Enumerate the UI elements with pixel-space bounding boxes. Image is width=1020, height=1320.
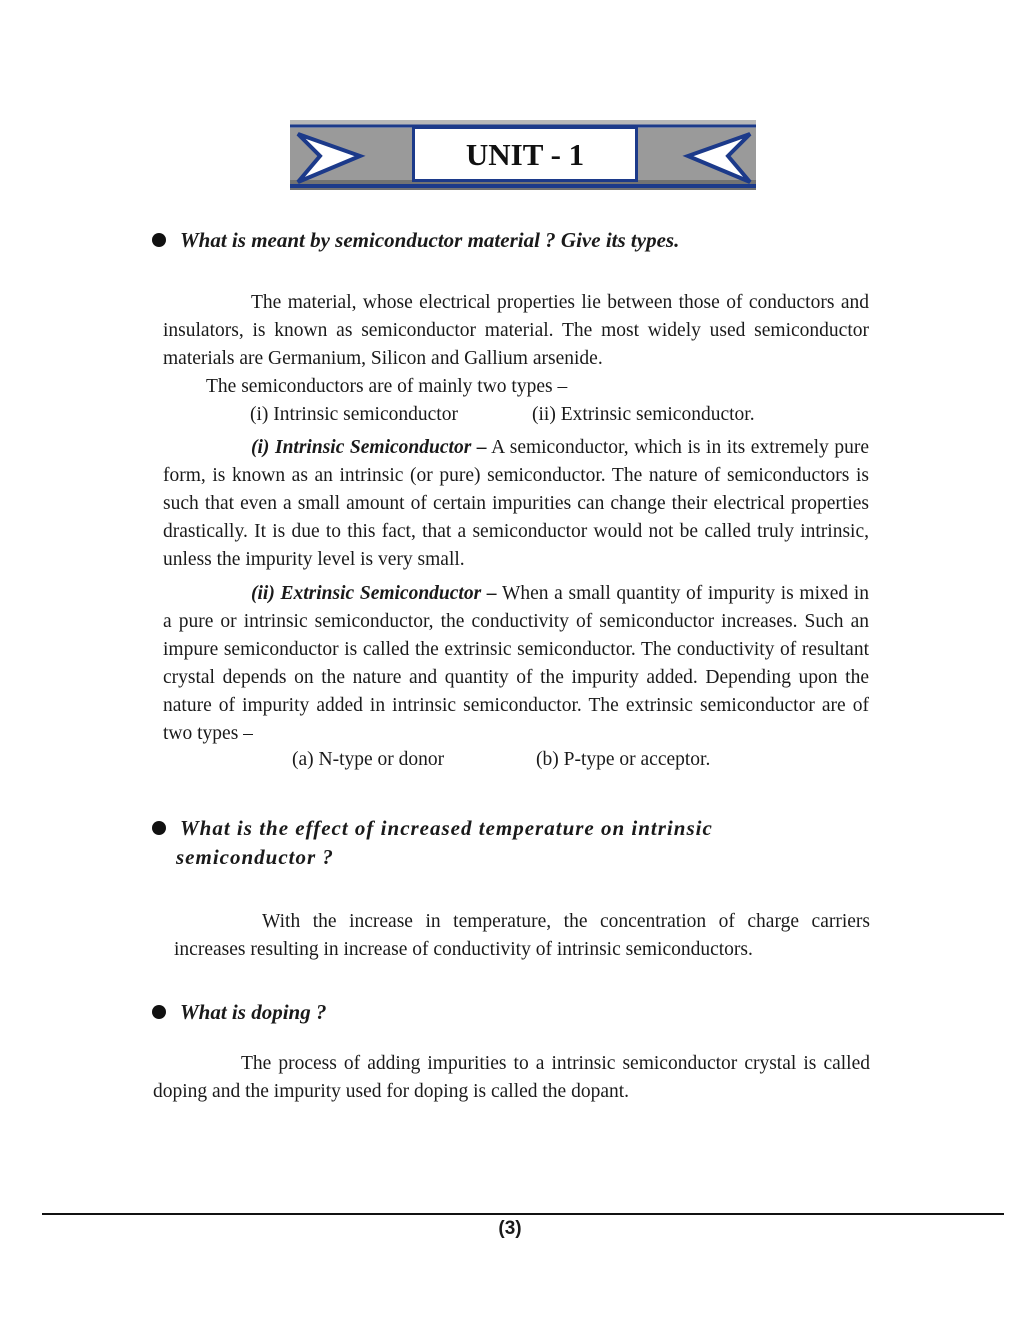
bullet-icon [152, 1005, 166, 1019]
question-2 [152, 816, 713, 841]
extrinsic-text: When a small quantity of impurity is mixed in a pure or intrinsic semiconductor, the conductivity of semiconductor increases. Such an impure semiconductor is called the extrinsic semiconductor. The conductivity of resultant crystal depends on the nature and quantity of the impurity added. Depending upon the nature of impurity added in intrinsic semiconductor. The extrinsic semiconductor are of two types – [163, 583, 869, 744]
type-i: (i) Intrinsic semiconductor [250, 404, 458, 425]
question-2-line2: semiconductor ? [176, 845, 334, 869]
question-2-line1: What is the effect of increased temperature on intrinsic [180, 816, 713, 840]
extrinsic-paragraph [163, 580, 869, 748]
type-a: (a) N-type or donor [292, 749, 445, 770]
q2-answer [174, 908, 870, 964]
intrinsic-label: (i) Intrinsic Semiconductor – [251, 437, 487, 458]
page-number: (3) [498, 1218, 522, 1239]
footer-rule [42, 1213, 1004, 1215]
question-1-text: What is meant by semiconductor material ? Give its types. [180, 228, 680, 252]
types-line: The semiconductors are of mainly two types – [206, 376, 568, 397]
bullet-icon [152, 821, 166, 835]
q1-intro-text: The material, whose electrical properties lie between those of conductors and insulators, is known as semiconductor material. The most widely used semiconductor materials are Germanium, Silicon and Gallium arsenide. [163, 292, 869, 369]
extrinsic-label: (ii) Extrinsic Semiconductor – [251, 583, 497, 604]
q2-answer-text: With the increase in temperature, the concentration of charge carriers increases resulting in increase of conductivity of intrinsic semiconductors. [174, 911, 870, 960]
question-3-text: What is doping ? [180, 1000, 327, 1024]
question-3 [152, 1000, 326, 1025]
intrinsic-text: A semiconductor, which is in its extremely pure form, is known as an intrinsic (or pure) semiconductor. The nature of semiconductors is such that even a small amount of certain impurities can change their electrical properties drastically. It is due to this fact, that a semiconductor would not be called truly intrinsic, unless the impurity level is very small. [163, 437, 869, 570]
unit-banner [290, 120, 756, 190]
type-b: (b) P-type or acceptor. [536, 749, 711, 770]
bullet-icon [152, 233, 166, 247]
intrinsic-paragraph [163, 434, 869, 574]
q1-intro [163, 289, 869, 373]
unit-title: UNIT - 1 [412, 126, 638, 182]
q3-answer-text: The process of adding impurities to a intrinsic semiconductor crystal is called doping and the impurity used for doping is called the dopant. [153, 1053, 870, 1102]
q3-answer [153, 1050, 870, 1106]
question-1 [152, 228, 679, 253]
type-ii: (ii) Extrinsic semiconductor. [532, 404, 755, 425]
